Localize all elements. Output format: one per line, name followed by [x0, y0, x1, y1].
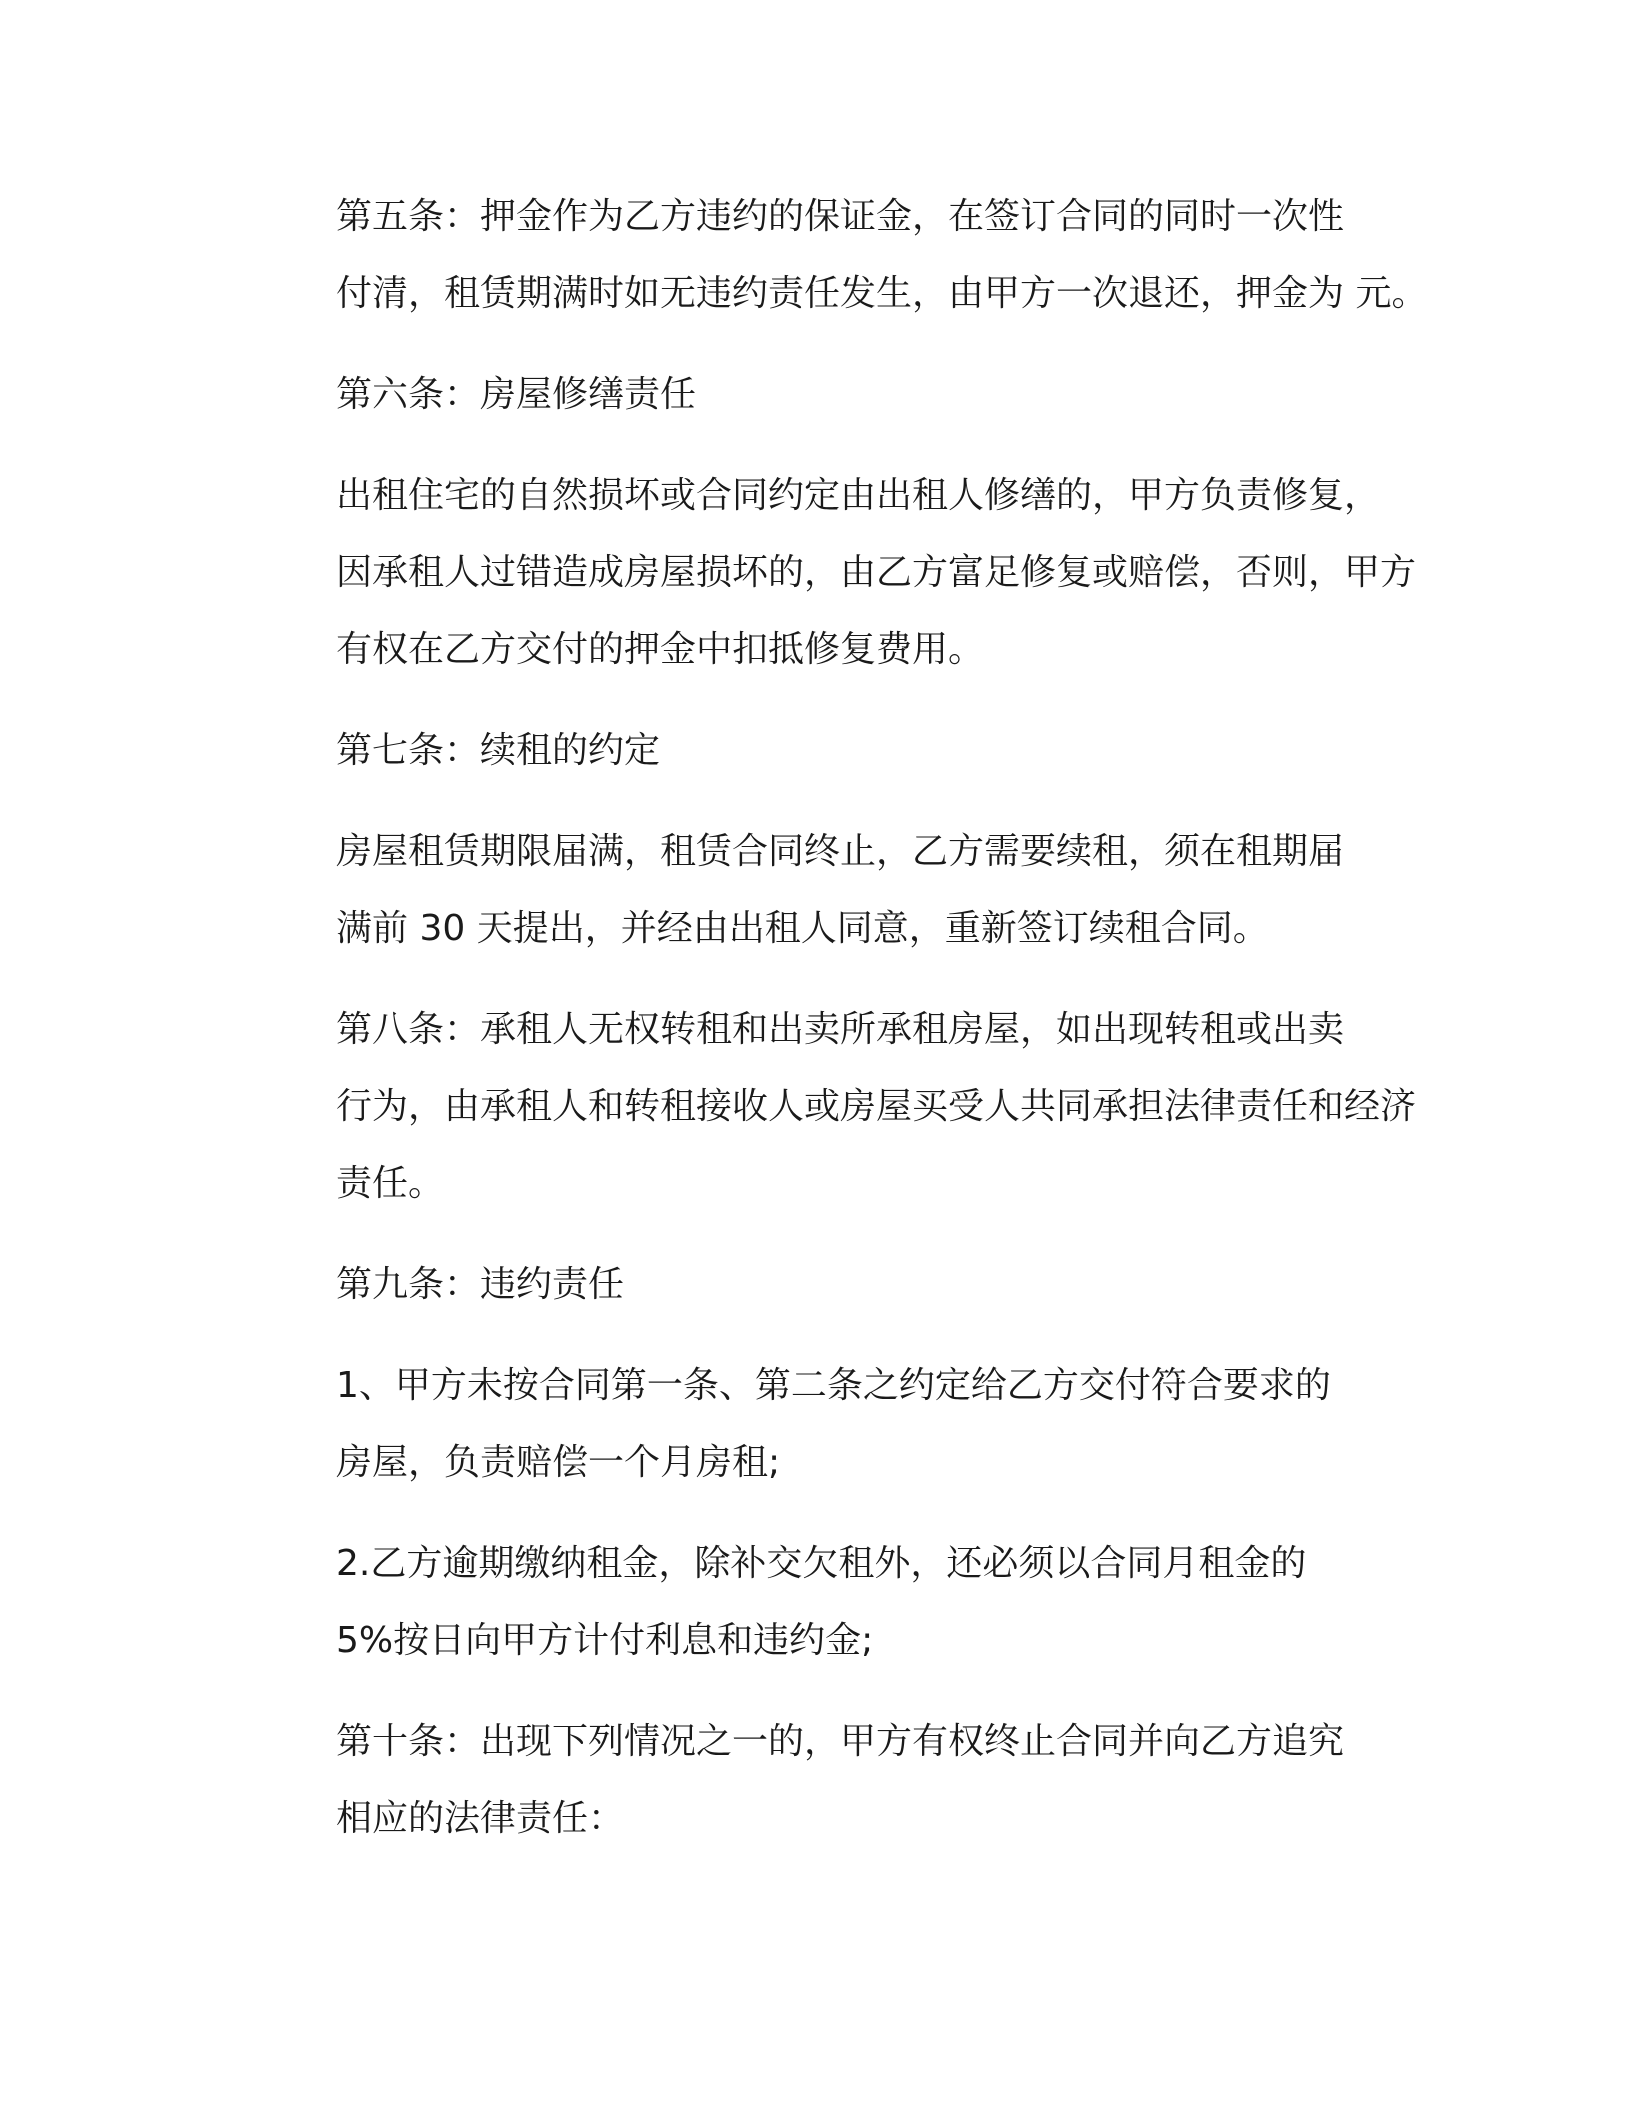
- text-line: 第七条：续租的约定: [336, 730, 661, 771]
- text-line: 2.乙方逾期缴纳租金，除补交欠租外，还必须以合同月租金的: [336, 1543, 1307, 1584]
- text-line: 1、甲方未按合同第一条、第二条之约定给乙方交付符合要求的: [336, 1365, 1331, 1406]
- text-line: 满前 30 天提出，并经由出租人同意，重新签订续租合同。: [336, 908, 1269, 949]
- text-line: 付清，租赁期满时如无违约责任发生，由甲方一次退还，押金为 元。: [336, 273, 1428, 314]
- text-line: 出租住宅的自然损坏或合同约定由出租人修缮的，甲方负责修复，: [336, 475, 1381, 516]
- text-line: 第十条：出现下列情况之一的，甲方有权终止合同并向乙方追究: [336, 1721, 1345, 1762]
- article-7-body: [240, 813, 1420, 967]
- article-5-deposit: [240, 178, 1428, 332]
- article-7-heading: [240, 712, 1420, 789]
- text-line: 5%按日向甲方计付利息和违约金;: [336, 1620, 874, 1661]
- text-line: 第六条：房屋修缮责任: [336, 374, 697, 415]
- text-line: 有权在乙方交付的押金中扣抵修复费用。: [336, 629, 985, 670]
- text-line: 房屋，负责赔偿一个月房租;: [336, 1442, 781, 1483]
- article-6-heading: [240, 356, 1420, 433]
- text-line: 责任。: [336, 1163, 445, 1204]
- article-8-sublease: [240, 991, 1420, 1222]
- text-line: 因承租人过错造成房屋损坏的，由乙方富足修复或赔偿，否则，甲方: [336, 552, 1417, 593]
- article-6-body: [240, 457, 1420, 688]
- text-line: 第五条：押金作为乙方违约的保证金，在签订合同的同时一次性: [336, 196, 1345, 237]
- article-10-termination: [240, 1703, 1420, 1857]
- text-line: 第八条：承租人无权转租和出卖所承租房屋，如出现转租或出卖: [336, 1009, 1345, 1050]
- text-line: 房屋租赁期限届满，租赁合同终止，乙方需要续租，须在租期届: [336, 831, 1345, 872]
- contract-text: [240, 178, 1428, 1857]
- text-line: 行为，由承租人和转租接收人或房屋买受人共同承担法律责任和经济: [336, 1086, 1417, 1127]
- article-9-item-1: [240, 1347, 1420, 1501]
- text-line: 相应的法律责任：: [336, 1798, 625, 1839]
- article-9-item-2: [240, 1525, 1420, 1679]
- article-9-heading: [240, 1246, 1420, 1323]
- text-line: 第九条：违约责任: [336, 1264, 625, 1305]
